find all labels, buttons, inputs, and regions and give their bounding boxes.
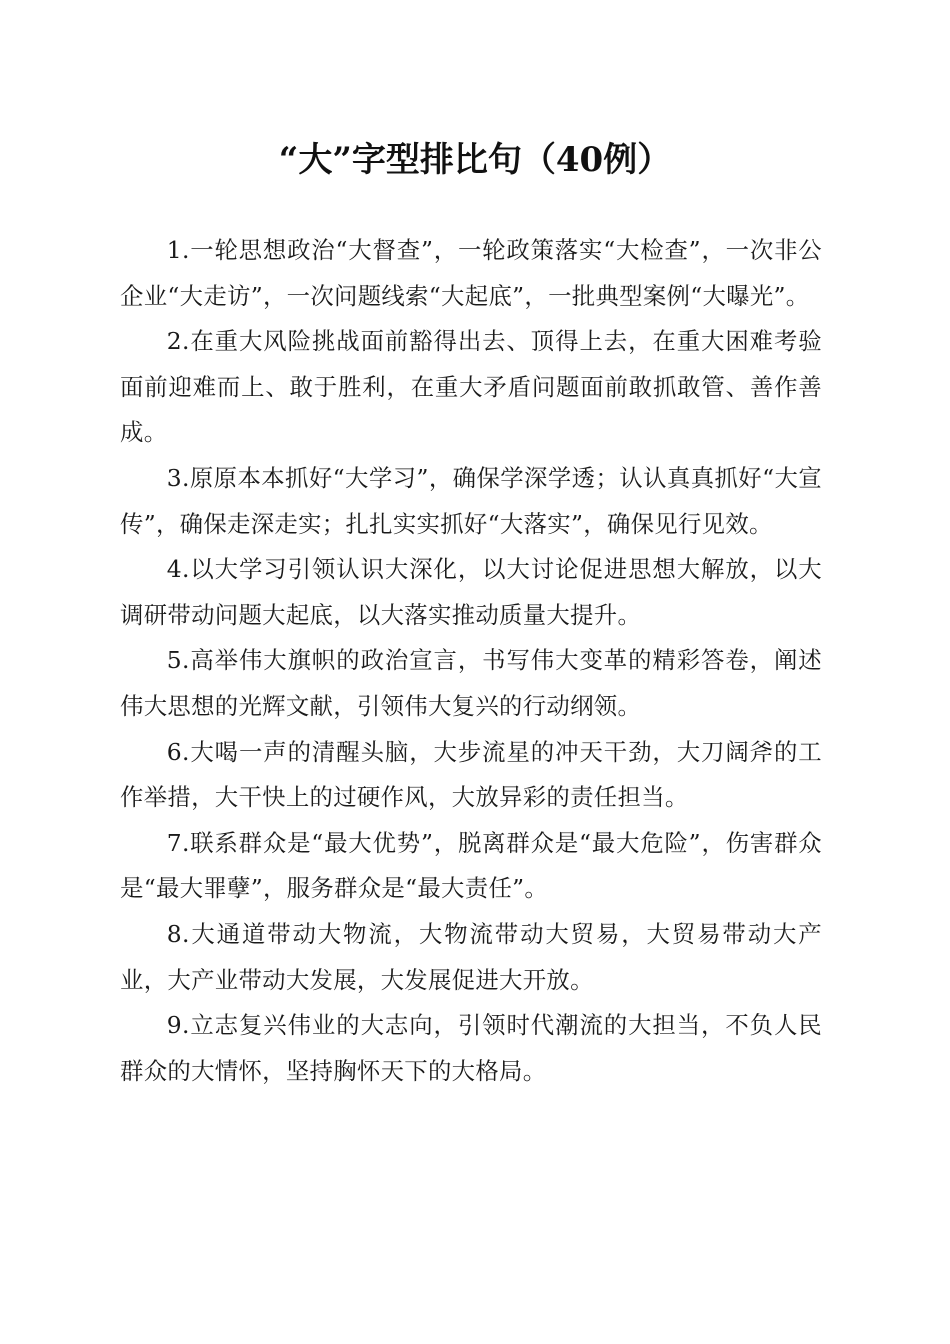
paragraph-2: 2.在重大风险挑战面前豁得出去、顶得上去，在重大困难考验面前迎难而上、敢于胜利，在重大矛盾问题面前敢抓敢管、善作善成。 bbox=[120, 327, 822, 447]
document-title: “大”字型排比句（40例） bbox=[278, 140, 672, 180]
paragraph-9: 9.立志复兴伟业的大志向，引领时代潮流的大担当，不负人民群众的大情怀，坚持胸怀天下的大格局。 bbox=[120, 1011, 822, 1085]
paragraph-8: 8.大通道带动大物流，大物流带动大贸易，大贸易带动大产业，大产业带动大发展，大发展促进大开放。 bbox=[120, 919, 822, 994]
paragraph-6: 6.大喝一声的清醒头脑，大步流星的冲天干劲，大刀阔斧的工作举措，大干快上的过硬作风，大放异彩的责任担当。 bbox=[120, 737, 822, 812]
paragraph-5: 5.高举伟大旗帜的政治宣言，书写伟大变革的精彩答卷，阐述伟大思想的光辉文献，引领伟大复兴的行动纲领。 bbox=[120, 646, 822, 720]
paragraph-4: 4.以大学习引领认识大深化，以大讨论促进思想大解放，以大调研带动问题大起底，以大落实推动质量大提升。 bbox=[120, 555, 822, 629]
paragraph-3: 3.原原本本抓好“大学习”，确保学深学透；认认真真抓好“大宣传”，确保走深走实；扎扎实实抓好“大落实”，确保见行见效。 bbox=[120, 463, 822, 538]
paragraph-7: 7.联系群众是“最大优势”，脱离群众是“最大危险”，伤害群众是“最大罪孽”，服务群众是“最大责任”。 bbox=[120, 828, 822, 903]
document-body bbox=[120, 228, 822, 1094]
paragraph-1: 1.一轮思想政治“大督查”，一轮政策落实“大检查”，一次非公企业“大走访”，一次问题线索“大起底”，一批典型案例“大曝光”。 bbox=[120, 236, 822, 310]
